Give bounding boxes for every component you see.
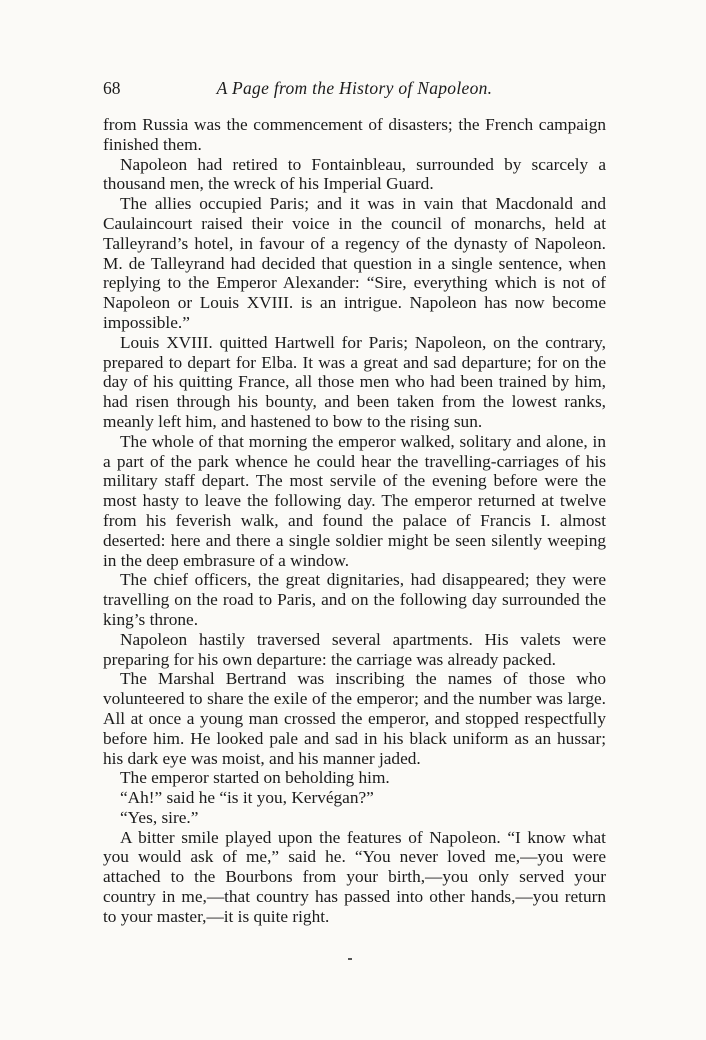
page-number: 68 — [103, 78, 121, 98]
paragraph: The chief officers, the great dignitaries, had disappeared; they were travelling on the road to Paris, and on the following day surrounded the king’s throne. — [103, 570, 606, 629]
paragraph: “Yes, sire.” — [120, 807, 199, 827]
paragraph: The Marshal Bertrand was inscribing the names of those who volunteered to share the exile of the emperor; and the number was large. All at once a young man crossed the emperor, and stopped respectfully before him. He looked pale and sad in his black uniform as an hussar; his dark eye was moist, and his manner jaded. — [103, 669, 606, 768]
running-title: A Page from the History of Napoleon. — [216, 78, 493, 98]
paragraph: The emperor started on beholding him. — [120, 768, 390, 788]
paragraph: A bitter smile played upon the features of Napoleon. “I know what you would ask of me,” said he. “You never loved me,—you were attached to the Bourbons from your birth,—you only served your country in me,—that country has passed into other hands,—you return to your master,—it is quite right. — [103, 827, 606, 926]
page-header — [103, 78, 606, 102]
paragraph: Louis XVIII. quitted Hartwell for Paris; Napoleon, on the contrary, prepared to depart for Elba. It was a great and sad departure; for on the day of his quitting France, all those men who had been trained by him, had risen through his bounty, and been taken from the lowest ranks, meanly left him, and hastened to bow to the rising sun. — [103, 332, 606, 431]
paragraph: “Ah!” said he “is it you, Kervégan?” — [120, 788, 374, 808]
printer-mark — [348, 958, 352, 960]
paragraph: from Russia was the commencement of disasters; the French campaign finished them. — [103, 115, 606, 154]
body-text — [103, 115, 606, 927]
paragraph: The allies occupied Paris; and it was in vain that Macdonald and Caulaincourt raised their voice in the council of monarchs, held at Talleyrand’s hotel, in favour of a regency of the dynasty of Napoleon. M. de Talleyrand had decided that question in a single sentence, when replying to the Emperor Alexander: “Sire, everything which is not of Napoleon or Louis XVIII. is an intrigue. Napoleon has now become impossible.” — [103, 194, 606, 332]
paragraph: The whole of that morning the emperor walked, solitary and alone, in a part of the park whence he could hear the travelling-carriages of his military staff depart. The most servile of the evening before were the most hasty to leave the following day. The emperor returned at twelve from his feverish walk, and found the palace of Francis I. almost deserted: here and there a single soldier might be seen silently weeping in the deep embrasure of a window. — [103, 431, 606, 570]
paragraph: Napoleon had retired to Fontainbleau, surrounded by scarcely a thousand men, the wreck of his Imperial Guard. — [103, 154, 606, 194]
paragraph: Napoleon hastily traversed several apartments. His valets were preparing for his own departure: the carriage was already packed. — [103, 629, 606, 669]
